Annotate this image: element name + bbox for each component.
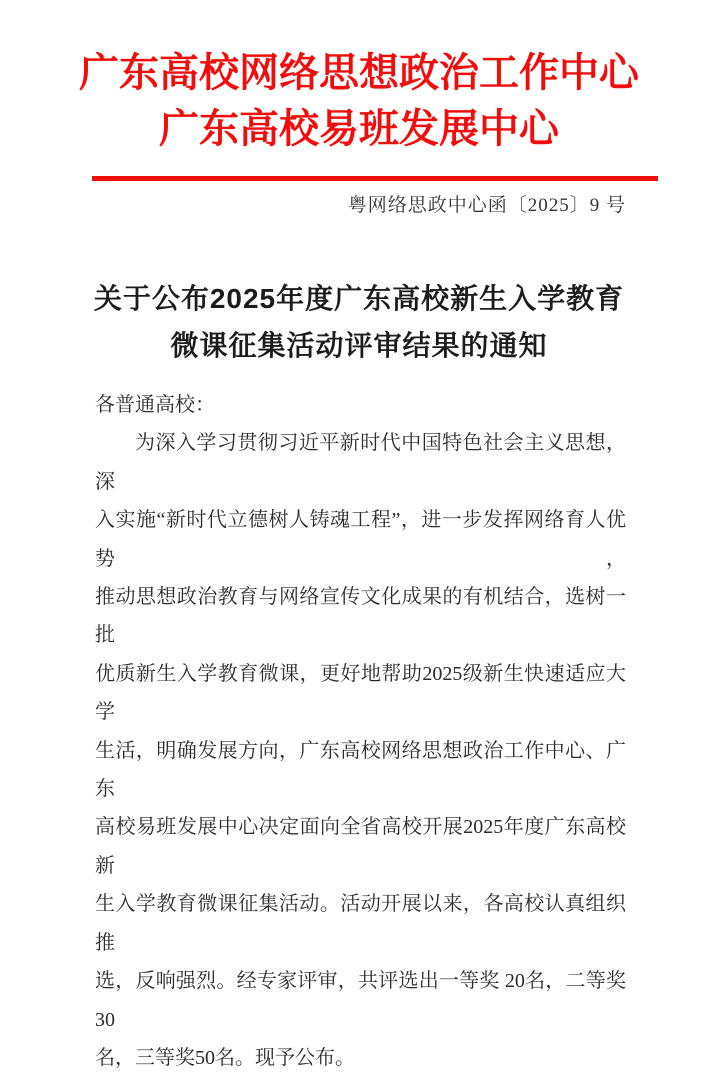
document-title-line2: 微课征集活动评审结果的通知 [170,330,548,361]
body-line: 推动思想政治教育与网络宣传文化成果的有机结合，选树一批 [95,586,626,647]
document-body [95,386,626,1077]
salutation: 各普通高校： [95,394,215,416]
body-line: 生活，明确发展方向，广东高校网络思想政治工作中心、广东 [95,739,626,801]
letterhead [0,0,718,155]
body-line: 高校易班发展中心决定面向全省高校开展2025年度广东高校新 [95,816,626,877]
document-title [0,275,718,369]
body-line: 为深入学习贯彻习近平新时代中国特色社会主义思想，深 [95,432,626,493]
document-number: 粤网络思政中心函〔2025〕9 号 [347,195,626,216]
body-line: 优质新生入学教育微课，更好地帮助2025级新生快速适应大学 [95,662,626,724]
org-name-line1: 广东高校网络思想政治工作中心 [79,50,639,95]
body-line: 选，反响强烈。经专家评审，共评选出一等奖 20名，二等奖30 [95,970,626,1031]
body-line: 名，三等奖50名。现予公布。 [95,1046,355,1069]
body-line: 入实施“新时代立德树人铸魂工程”，进一步发挥网络育人优势， [95,509,626,570]
letterhead-rule [92,176,658,181]
document-title-line1: 关于公布2025年度广东高校新生入学教育 [93,283,625,314]
body-line: 生入学教育微课征集活动。活动开展以来，各高校认真组织推 [95,893,626,954]
org-name-line2: 广东高校易班发展中心 [159,106,559,151]
